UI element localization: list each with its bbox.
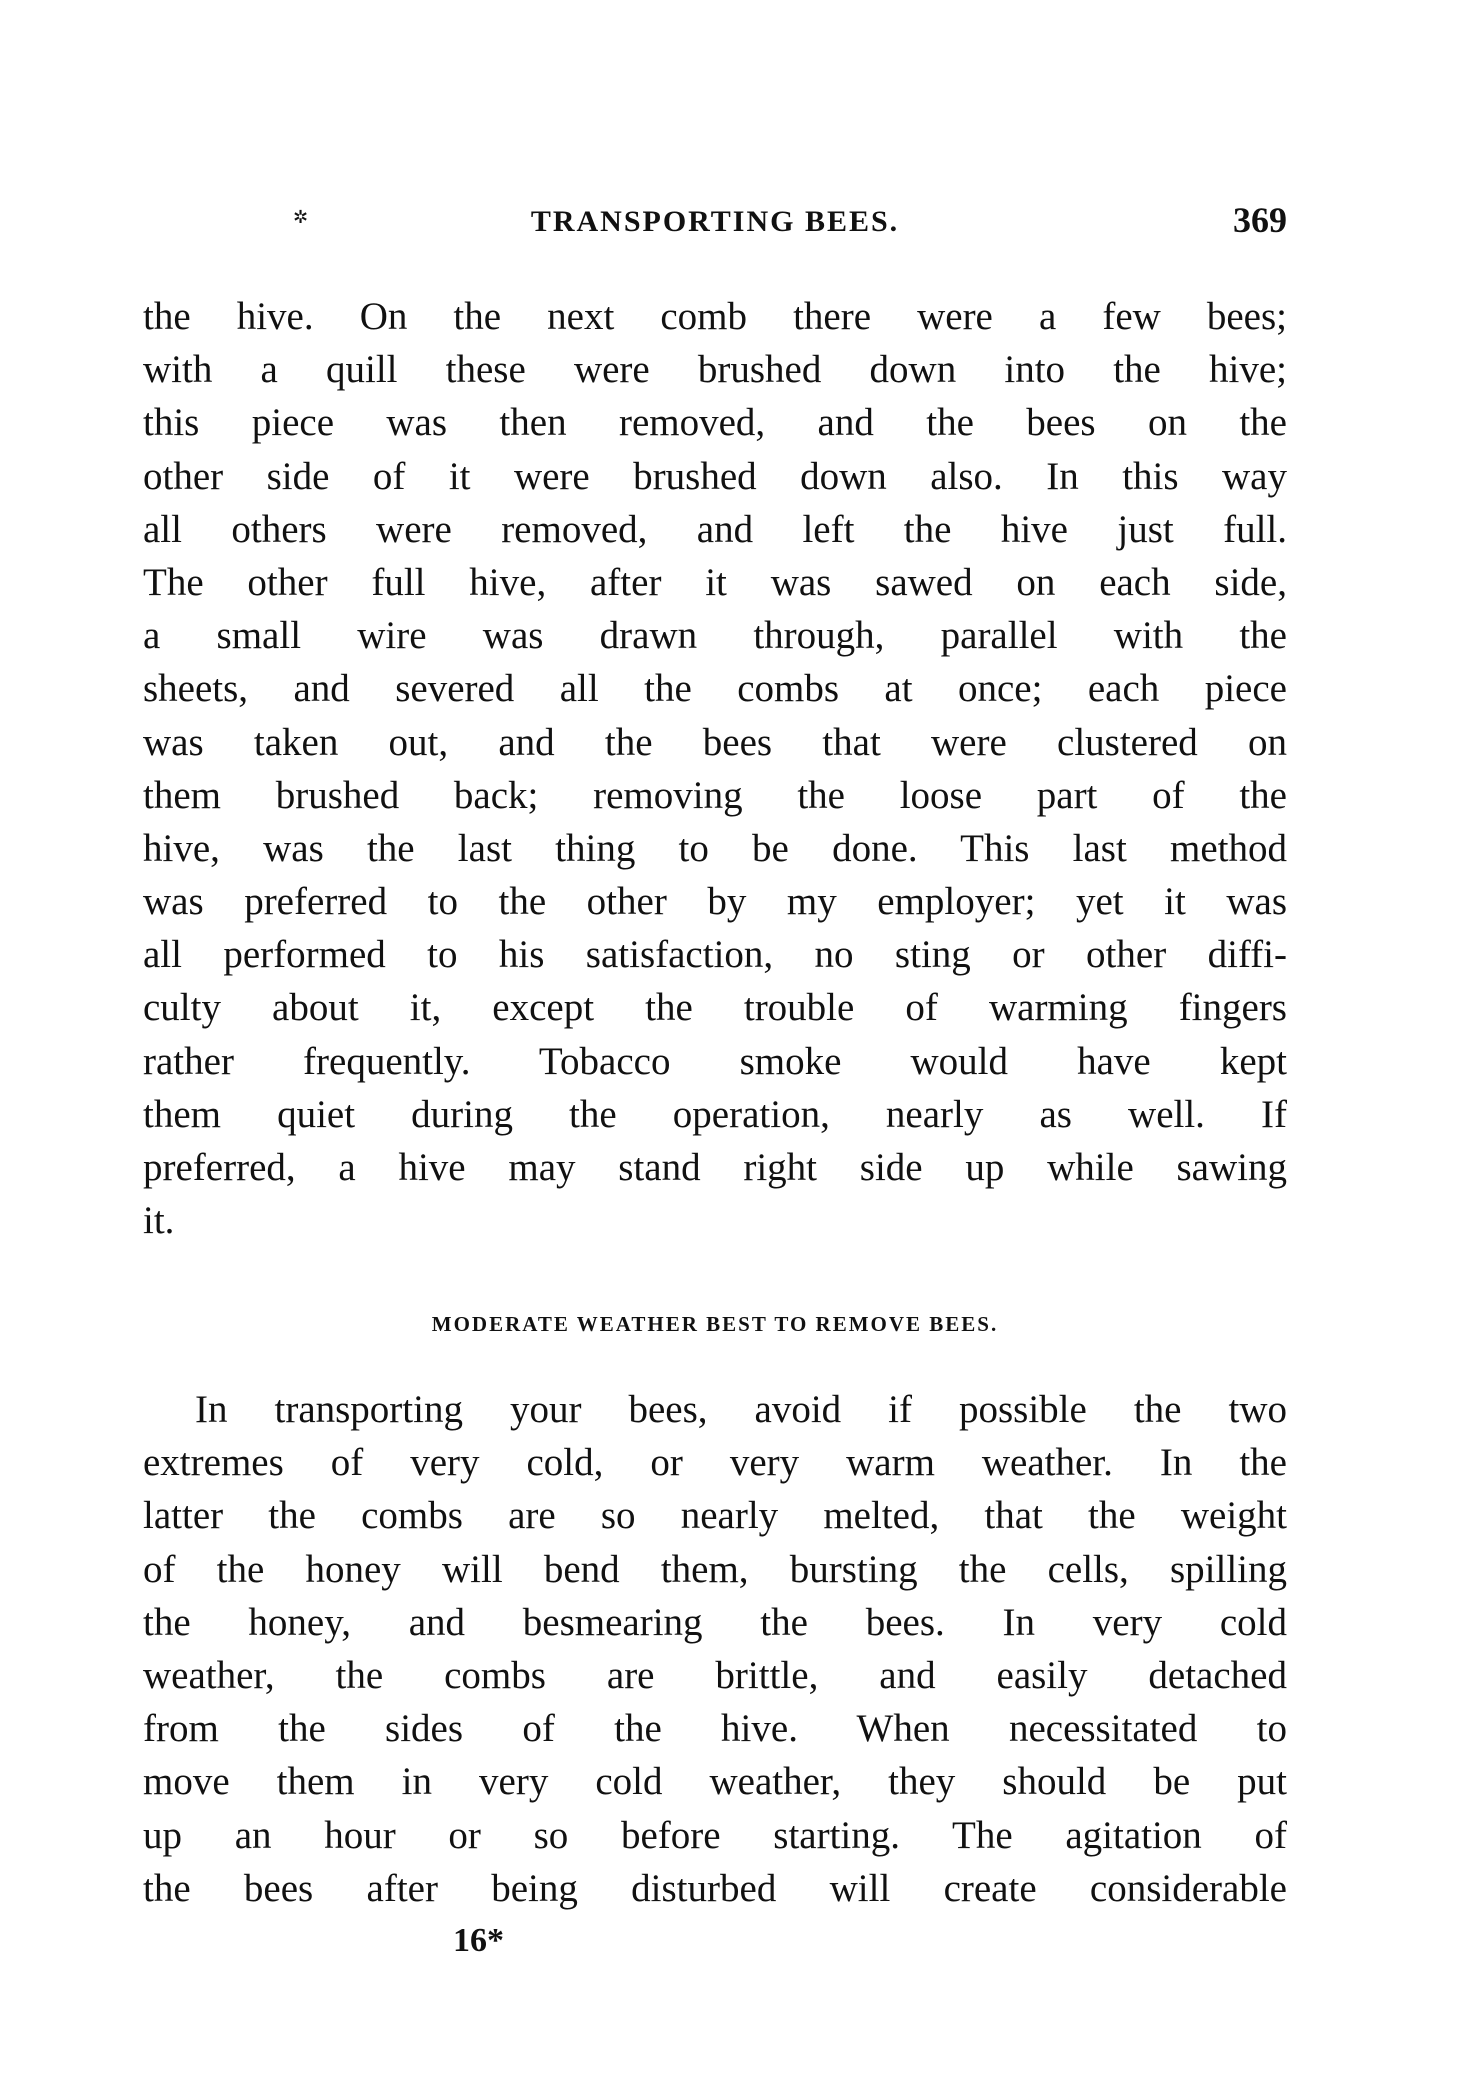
text-line: sheets, and severed all the combs at once; each piece — [143, 667, 1287, 711]
text-line: of the honey will bend them, bursting the cells, spilling — [143, 1547, 1287, 1591]
paragraph-1 — [143, 290, 1287, 1247]
text-line: them brushed back; removing the loose part of the — [143, 773, 1287, 817]
text-line: them quiet during the operation, nearly as well. If — [143, 1092, 1287, 1136]
text-line: was taken out, and the bees that were clustered on — [143, 720, 1287, 764]
text-line: it. — [143, 1199, 175, 1243]
text-line: move them in very cold weather, they should be put — [143, 1760, 1287, 1804]
text-line: a small wire was drawn through, parallel with the — [143, 614, 1287, 658]
text-line: The other full hive, after it was sawed on each side, — [143, 560, 1287, 604]
text-line: the honey, and besmearing the bees. In very cold — [143, 1600, 1287, 1644]
text-line: culty about it, except the trouble of warming fingers — [143, 986, 1287, 1030]
text-line: the hive. On the next comb there were a few bees; — [143, 295, 1287, 338]
text-line: with a quill these were brushed down into the hive; — [143, 348, 1287, 392]
text-line: rather frequently. Tobacco smoke would have kept — [143, 1039, 1287, 1083]
section-heading: MODERATE WEATHER BEST TO REMOVE BEES. — [431, 1312, 999, 1336]
page-header — [143, 200, 1287, 255]
text-line: latter the combs are so nearly melted, that the weight — [143, 1494, 1287, 1538]
text-line: the bees after being disturbed will create considerable — [143, 1866, 1287, 1910]
running-title: TRANSPORTING BEES. — [530, 205, 900, 238]
paragraph-2 — [143, 1383, 1287, 1915]
text-line: hive, was the last thing to be done. This last method — [143, 826, 1287, 870]
page-number: 369 — [1233, 200, 1287, 240]
text-line: from the sides of the hive. When necessitated to — [143, 1707, 1287, 1751]
text-line: weather, the combs are brittle, and easily detached — [143, 1653, 1287, 1697]
text-line: up an hour or so before starting. The agitation of — [143, 1813, 1287, 1857]
signature-mark: 16* — [453, 1922, 504, 1959]
text-line: preferred, a hive may stand right side up while sawing — [143, 1146, 1287, 1189]
text-line: was preferred to the other by my employer; yet it was — [143, 880, 1287, 924]
text-line: extremes of very cold, or very warm weather. In the — [143, 1441, 1287, 1485]
text-line: this piece was then removed, and the bees on the — [143, 401, 1287, 445]
ornament-icon: ✲ — [293, 207, 309, 227]
text-line: all performed to his satisfaction, no sting or other diffi- — [143, 933, 1287, 977]
text-line: other side of it were brushed down also. In this way — [143, 454, 1287, 498]
text-line: In transporting your bees, avoid if possible the two — [195, 1388, 1287, 1431]
text-line: all others were removed, and left the hive just full. — [143, 507, 1287, 551]
